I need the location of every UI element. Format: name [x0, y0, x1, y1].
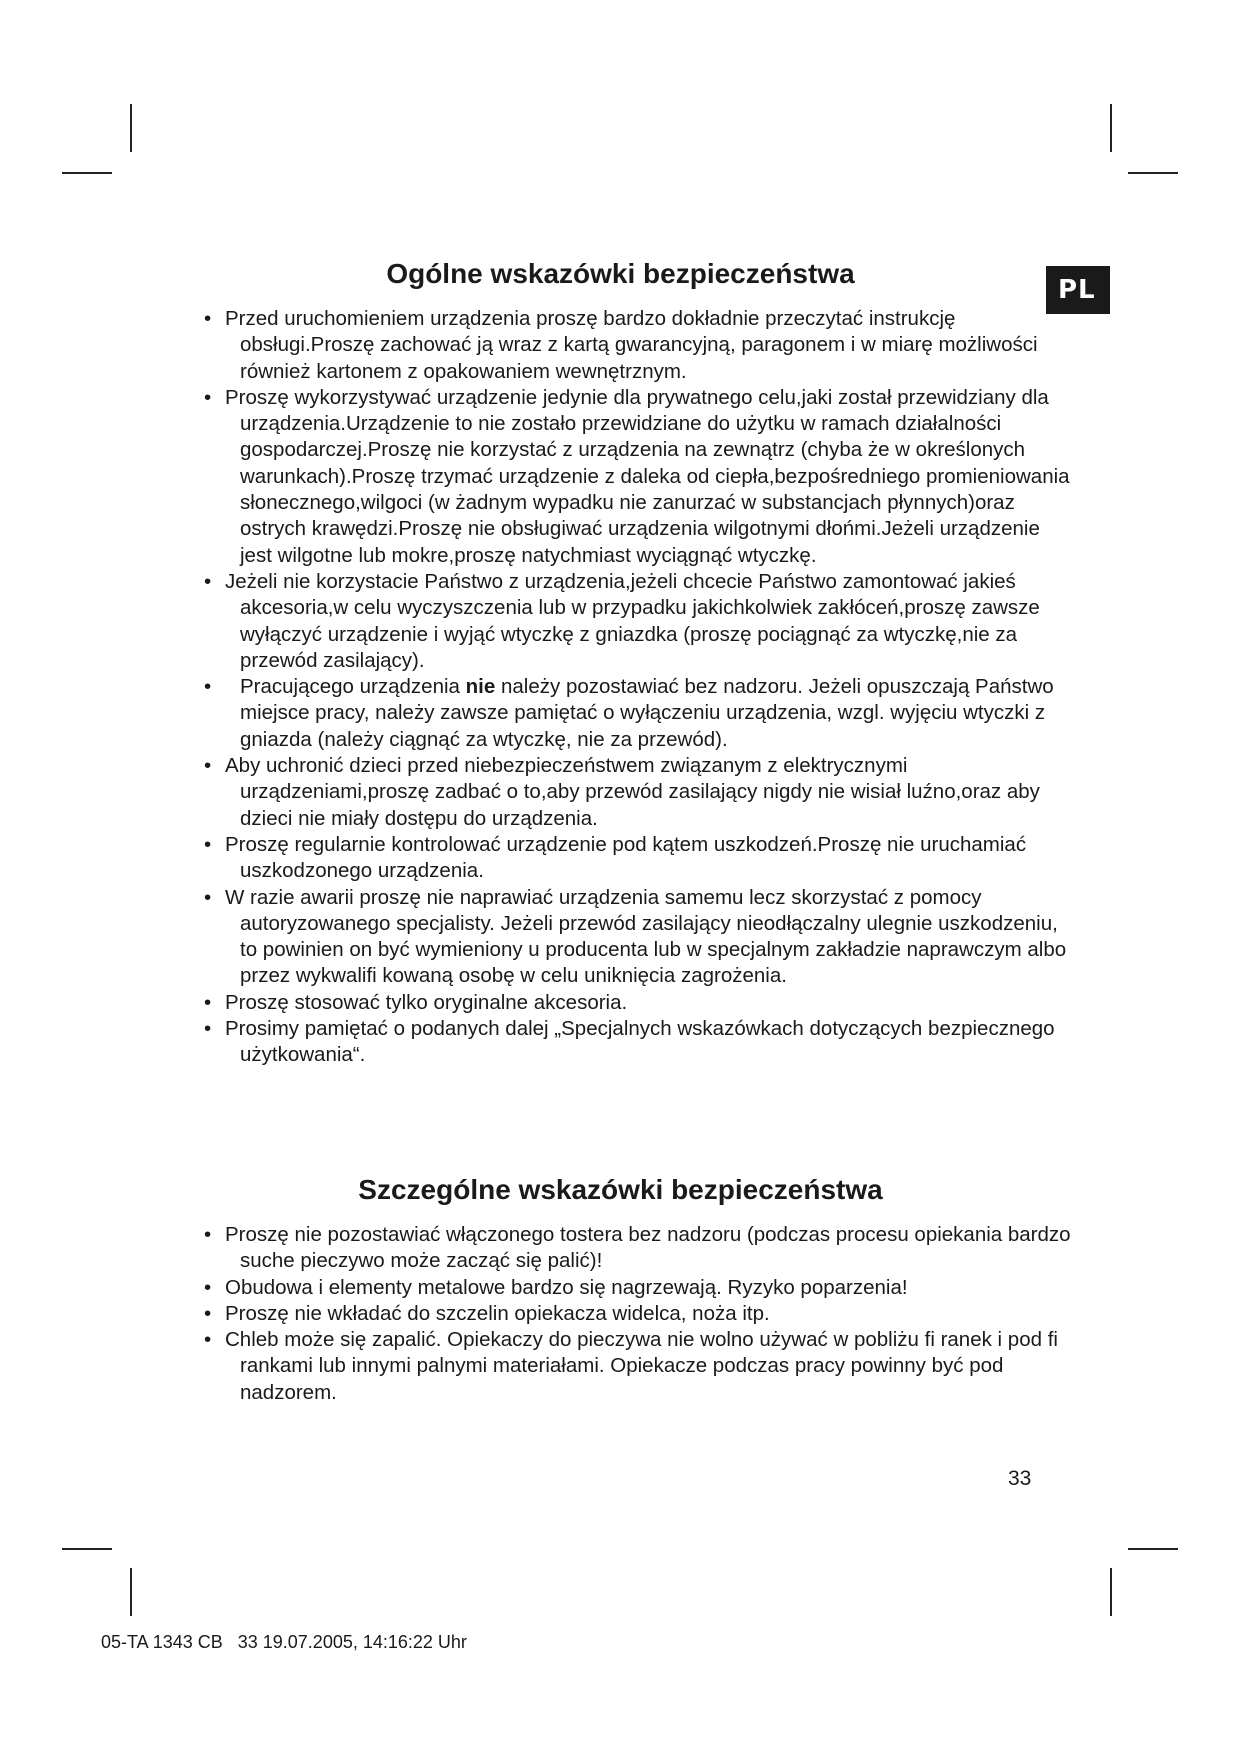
- section-title-general: Ogólne wskazówki bezpieczeństwa: [386, 258, 855, 289]
- list-item: • Chleb może się zapalić. Opiekaczy do pieczywa nie wolno używać w pobliżu fi ranek i pod fi rankami lub innymi palnymi materiałami. Opiekacze podczas pracy powinny być pod nadzorem.: [196, 1327, 1076, 1406]
- crop-mark: [1110, 104, 1112, 152]
- list-item: • Proszę nie pozostawiać włączonego tostera bez nadzoru (podczas procesu opiekania bardzo suche pieczywo może zacząć się palić)!: [196, 1222, 1076, 1275]
- list-item: • Proszę nie wkładać do szczelin opiekacza widelca, noża itp.: [196, 1301, 1076, 1327]
- list-item: • Proszę stosować tylko oryginalne akcesoria.: [196, 990, 1076, 1016]
- crop-mark: [62, 172, 112, 174]
- list-item: • Prosimy pamiętać o podanych dalej „Specjalnych wskazówkach dotyczących bezpiecznego użytkowania“.: [196, 1016, 1076, 1069]
- list-item: • Aby uchronić dzieci przed niebezpieczeństwem związanym z elektrycznymi urządzeniami,proszę zadbać o to,aby przewód zasilający nigdy nie wisiał luźno,oraz aby dzieci nie miały dostępu do urządzenia.: [196, 753, 1076, 832]
- list-item: • Obudowa i elementy metalowe bardzo się nagrzewają. Ryzyko poparzenia!: [196, 1275, 1076, 1301]
- list-item: • Proszę regularnie kontrolować urządzenie pod kątem uszkodzeń.Proszę nie uruchamiać uszkodzonego urządzenia.: [196, 832, 1076, 885]
- crop-mark: [1128, 172, 1178, 174]
- list-item: • Jeżeli nie korzystacie Państwo z urządzenia,jeżeli chcecie Państwo zamontować jakieś akcesoria,w celu wyczyszczenia lub w przypadku jakichkolwiek zakłóceń,proszę zawsze wyłączyć urządzenie i wyjąć wtyczkę z gniazdka (proszę pociągnąć za wtyczkę,nie za przewód zasilający).: [196, 569, 1076, 674]
- list-item: • Pracującego urządzenia nie należy pozostawiać bez nadzoru. Jeżeli opuszczają Państwo miejsce pracy, należy zawsze pamiętać o wyłączeniu urządzenia, wzgl. wyjęciu wtyczki z gniazda (należy ciągnąć za wtyczkę, nie za przewód).: [196, 674, 1076, 753]
- crop-mark: [62, 1548, 112, 1550]
- crop-mark: [1128, 1548, 1178, 1550]
- crop-mark: [130, 1568, 132, 1616]
- section-title-special: Szczególne wskazówki bezpieczeństwa: [358, 1174, 883, 1205]
- list-item: • Przed uruchomieniem urządzenia proszę bardzo dokładnie przeczytać instrukcję obsługi.Proszę zachować ją wraz z kartą gwarancyjną, paragonem i w miarę możliwości również kartonem z opakowaniem wewnętrznym.: [196, 306, 1076, 385]
- general-safety-list: [196, 306, 1076, 1069]
- print-footer: 05-TA 1343 CB 33 19.07.2005, 14:16:22 Uhr: [101, 1632, 467, 1652]
- page-number: 33: [1008, 1467, 1032, 1490]
- list-item: • W razie awarii proszę nie naprawiać urządzenia samemu lecz skorzystać z pomocy autoryzowanego specjalisty. Jeżeli przewód zasilający nieodłączalny ulegnie uszkodzeniu, to powinien on być wymieniony u producenta lub w specjalnym zakładzie naprawczym albo przez wykwalifi kowaną osobę w celu uniknięcia zagrożenia.: [196, 885, 1076, 990]
- list-item: • Proszę wykorzystywać urządzenie jedynie dla prywatnego celu,jaki został przewidziany dla urządzenia.Urządzenie to nie zostało przewidziane do użytku w ramach działalności gospodarczej.Proszę nie korzystać z urządzenia na zewnątrz (chyba że w określonych warunkach).Proszę trzymać urządzenie z daleka od ciepła,bezpośredniego promieniowania słonecznego,wilgoci (w żadnym wypadku nie zanurzać w substancjach płynnych)oraz ostrych krawędzi.Proszę nie obsługiwać urządzenia wilgotnymi dłońmi.Jeżeli urządzenie jest wilgotne lub mokre,proszę natychmiast wyciągnąć wtyczkę.: [196, 385, 1076, 569]
- language-tab: PL: [1046, 266, 1110, 314]
- crop-mark: [1110, 1568, 1112, 1616]
- special-safety-list: [196, 1222, 1076, 1406]
- crop-mark: [130, 104, 132, 152]
